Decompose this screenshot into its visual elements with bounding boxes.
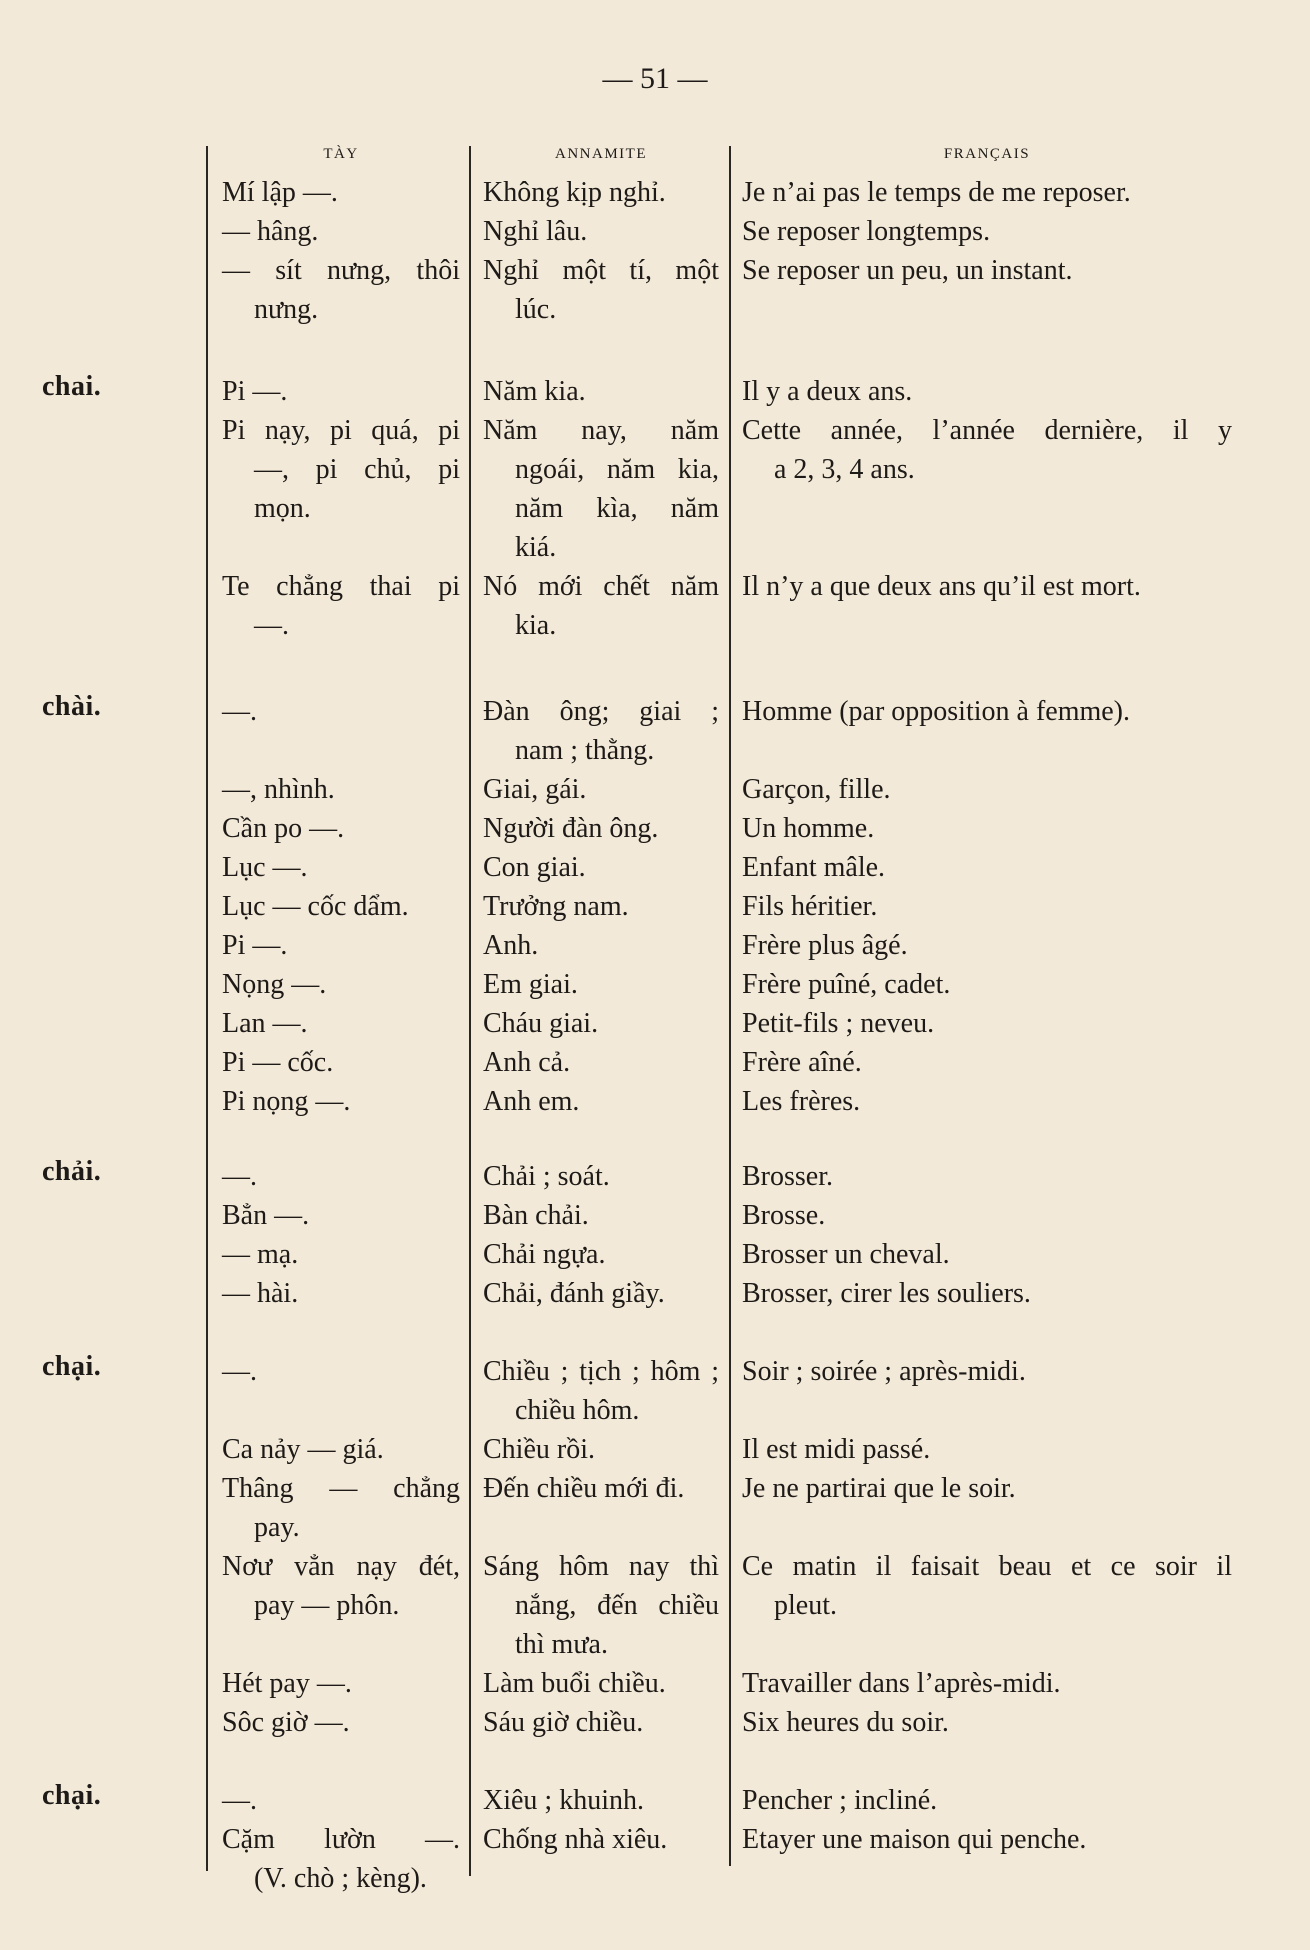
column-header-tay: TÀY <box>323 146 359 162</box>
francais-cell <box>742 887 1232 926</box>
table-row <box>0 212 1310 247</box>
annamite-line: Chải ; soát. <box>483 1161 610 1192</box>
francais-cell <box>742 251 1232 290</box>
francais-cell <box>742 1004 1232 1043</box>
annamite-line: Xiêu ; khuinh. <box>483 1785 644 1816</box>
francais-line: Il y a deux ans. <box>742 376 913 407</box>
annamite-cell <box>483 1196 719 1235</box>
tay-cell <box>222 848 460 887</box>
francais-cell <box>742 1082 1232 1121</box>
tay-line: Bẳn —. <box>222 1200 310 1231</box>
column-header-annamite: ANNAMITE <box>555 146 647 162</box>
tay-line: Cặm lườn —. <box>222 1824 460 1855</box>
francais-line: Se reposer longtemps. <box>742 216 991 247</box>
table-row <box>0 1430 1310 1465</box>
tay-line: —. <box>222 696 257 727</box>
tay-cell <box>222 1781 460 1820</box>
tay-line: —, pi chủ, pi <box>254 454 460 485</box>
table-row <box>0 926 1310 961</box>
table-row <box>0 848 1310 883</box>
tay-cell <box>222 1196 460 1235</box>
annamite-cell <box>483 965 719 1004</box>
francais-line: Je n’ai pas le temps de me reposer. <box>742 177 1131 208</box>
tay-line: —. <box>254 610 289 641</box>
entry-headword: chại. <box>42 1780 102 1811</box>
annamite-line: Năm nay, năm <box>483 415 719 446</box>
annamite-line: Người đàn ông. <box>483 813 659 844</box>
annamite-cell <box>483 692 719 770</box>
annamite-cell <box>483 848 719 887</box>
tay-line: Lan —. <box>222 1008 308 1039</box>
table-row <box>0 567 1310 641</box>
francais-cell <box>742 1043 1232 1082</box>
tay-cell <box>222 1082 460 1121</box>
table-row <box>0 411 1310 563</box>
francais-cell <box>742 965 1232 1004</box>
annamite-cell <box>483 809 719 848</box>
francais-line: Fils héritier. <box>742 891 878 922</box>
annamite-line: Sáng hôm nay thì <box>483 1551 719 1582</box>
annamite-cell <box>483 1547 719 1664</box>
annamite-line: Chải ngựa. <box>483 1239 606 1270</box>
table-row <box>0 251 1310 325</box>
tay-line: Thâng — chẳng <box>222 1473 460 1504</box>
francais-line: Se reposer un peu, un instant. <box>742 255 1073 286</box>
table-row <box>0 173 1310 208</box>
table-row <box>0 1004 1310 1039</box>
tay-cell <box>222 965 460 1004</box>
annamite-line: Bàn chải. <box>483 1200 589 1231</box>
francais-line: Je ne partirai que le soir. <box>742 1473 1016 1504</box>
francais-line: Garçon, fille. <box>742 774 891 805</box>
tay-cell <box>222 173 460 212</box>
tay-cell <box>222 251 460 329</box>
table-row <box>0 1703 1310 1738</box>
tay-line: Cần po —. <box>222 813 345 844</box>
tay-line: mọn. <box>254 493 311 524</box>
francais-cell <box>742 1274 1232 1313</box>
tay-cell <box>222 770 460 809</box>
francais-cell <box>742 1430 1232 1469</box>
table-row <box>0 1196 1310 1231</box>
annamite-line: năm kìa, năm <box>515 493 719 524</box>
tay-cell <box>222 1352 460 1391</box>
tay-line: Pi nọng —. <box>222 1086 351 1117</box>
annamite-line: chiều hôm. <box>515 1395 640 1426</box>
francais-line: Frère aîné. <box>742 1047 862 1078</box>
tay-line: Nọng —. <box>222 969 327 1000</box>
tay-line: — mạ. <box>222 1239 299 1270</box>
francais-cell <box>742 692 1232 731</box>
tay-line: Pi nạy, pi quá, pi <box>222 415 460 446</box>
annamite-cell <box>483 1004 719 1043</box>
francais-line: Etayer une maison qui penche. <box>742 1824 1087 1855</box>
francais-line: Frère plus âgé. <box>742 930 908 961</box>
annamite-line: Con giai. <box>483 852 586 883</box>
francais-cell <box>742 411 1232 489</box>
tay-cell <box>222 926 460 965</box>
tay-cell <box>222 809 460 848</box>
francais-line: Frère puîné, cadet. <box>742 969 951 1000</box>
annamite-line: nam ; thằng. <box>515 735 655 766</box>
annamite-cell <box>483 887 719 926</box>
francais-line: pleut. <box>774 1590 837 1621</box>
tay-line: — sít nưng, thôi <box>222 255 460 286</box>
tay-cell <box>222 567 460 645</box>
annamite-line: Đàn ông; giai ; <box>483 696 719 727</box>
column-rule-middle <box>469 146 471 1876</box>
tay-line: Pi — cốc. <box>222 1047 334 1078</box>
annamite-cell <box>483 1352 719 1430</box>
annamite-cell <box>483 251 719 329</box>
annamite-cell <box>483 1430 719 1469</box>
page-number: — 51 — <box>602 62 708 95</box>
francais-cell <box>742 809 1232 848</box>
tay-cell <box>222 1043 460 1082</box>
tay-cell <box>222 372 460 411</box>
francais-cell <box>742 372 1232 411</box>
tay-line: pay. <box>254 1512 300 1543</box>
annamite-line: Em giai. <box>483 969 578 1000</box>
francais-line: Un homme. <box>742 813 875 844</box>
francais-cell <box>742 1820 1232 1859</box>
annamite-line: Anh em. <box>483 1086 580 1117</box>
francais-cell <box>742 212 1232 251</box>
annamite-line: Cháu giai. <box>483 1008 599 1039</box>
tay-line: Mí lập —. <box>222 177 338 208</box>
tay-cell <box>222 1430 460 1469</box>
column-rule-left <box>206 146 208 1871</box>
tay-line: Nơư vẳn nạy đét, <box>222 1551 460 1582</box>
entry-headword: chài. <box>42 691 102 722</box>
tay-cell <box>222 1547 460 1625</box>
annamite-line: Nó mới chết năm <box>483 571 719 602</box>
annamite-cell <box>483 1820 719 1859</box>
tay-cell <box>222 887 460 926</box>
annamite-line: lúc. <box>515 294 557 325</box>
francais-cell <box>742 567 1232 606</box>
francais-cell <box>742 1157 1232 1196</box>
column-header-francais: FRANÇAIS <box>943 146 1031 162</box>
tay-line: Lục — cốc dẩm. <box>222 891 409 922</box>
francais-line: Brosser, cirer les souliers. <box>742 1278 1031 1309</box>
tay-cell <box>222 692 460 731</box>
annamite-line: Chải, đánh giầy. <box>483 1278 665 1309</box>
annamite-cell <box>483 1664 719 1703</box>
tay-line: nưng. <box>254 294 319 325</box>
table-row <box>0 1664 1310 1699</box>
francais-line: a 2, 3, 4 ans. <box>774 454 915 485</box>
francais-line: Brosser un cheval. <box>742 1239 950 1270</box>
annamite-line: thì mưa. <box>515 1629 608 1660</box>
francais-line: Travailler dans l’après-midi. <box>742 1668 1061 1699</box>
table-row <box>0 1547 1310 1660</box>
annamite-cell <box>483 1274 719 1313</box>
annamite-line: Nghỉ lâu. <box>483 216 588 247</box>
tay-cell <box>222 1820 460 1898</box>
francais-line: Brosser. <box>742 1161 833 1192</box>
annamite-line: nắng, đến chiều <box>515 1590 719 1621</box>
francais-cell <box>742 1781 1232 1820</box>
table-row <box>0 1157 1310 1192</box>
annamite-line: kia. <box>515 610 557 641</box>
tay-cell <box>222 1004 460 1043</box>
annamite-cell <box>483 212 719 251</box>
annamite-line: Anh cả. <box>483 1047 571 1078</box>
table-row <box>0 965 1310 1000</box>
francais-cell <box>742 1352 1232 1391</box>
francais-line: Pencher ; incliné. <box>742 1785 938 1816</box>
francais-line: Ce matin il faisait beau et ce soir il <box>742 1551 1232 1582</box>
francais-cell <box>742 1196 1232 1235</box>
francais-cell <box>742 926 1232 965</box>
annamite-line: kiá. <box>515 532 557 563</box>
tay-line: Lục —. <box>222 852 308 883</box>
annamite-cell <box>483 411 719 567</box>
table-row <box>0 1043 1310 1078</box>
tay-line: pay — phôn. <box>254 1590 400 1621</box>
annamite-cell <box>483 1235 719 1274</box>
francais-line: Petit-fils ; neveu. <box>742 1008 935 1039</box>
francais-line: Homme (par opposition à femme). <box>742 696 1131 727</box>
annamite-line: Sáu giờ chiều. <box>483 1707 644 1738</box>
annamite-line: Anh. <box>483 930 539 961</box>
annamite-cell <box>483 1157 719 1196</box>
tay-line: —. <box>222 1356 257 1387</box>
table-row <box>0 770 1310 805</box>
tay-line: Pi —. <box>222 930 288 961</box>
column-rule-right <box>729 146 731 1866</box>
annamite-line: Giai, gái. <box>483 774 587 805</box>
tay-line: — hài. <box>222 1278 299 1309</box>
francais-line: Soir ; soirée ; après-midi. <box>742 1356 1026 1387</box>
annamite-cell <box>483 1082 719 1121</box>
tay-line: Hét pay —. <box>222 1668 352 1699</box>
annamite-line: Năm kia. <box>483 376 586 407</box>
francais-line: Enfant mâle. <box>742 852 886 883</box>
table-row <box>0 809 1310 844</box>
francais-cell <box>742 1664 1232 1703</box>
table-row <box>0 1235 1310 1270</box>
francais-line: Cette année, l’année dernière, il y <box>742 415 1232 446</box>
annamite-line: ngoái, năm kia, <box>515 454 719 485</box>
entry-headword: chại. <box>42 1351 102 1382</box>
entry-headword: chải. <box>42 1156 102 1187</box>
annamite-cell <box>483 1781 719 1820</box>
tay-line: (V. chò ; kèng). <box>254 1863 427 1894</box>
francais-line: Les frères. <box>742 1086 861 1117</box>
francais-cell <box>742 848 1232 887</box>
annamite-line: Làm buổi chiều. <box>483 1668 666 1699</box>
annamite-line: Chống nhà xiêu. <box>483 1824 668 1855</box>
tay-cell <box>222 1664 460 1703</box>
francais-line: Il n’y a que deux ans qu’il est mort. <box>742 571 1141 602</box>
tay-line: —. <box>222 1161 257 1192</box>
annamite-cell <box>483 173 719 212</box>
tay-line: — hâng. <box>222 216 319 247</box>
annamite-line: Đến chiều mới đi. <box>483 1473 685 1504</box>
annamite-line: Nghỉ một tí, một <box>483 255 719 286</box>
annamite-line: Trưởng nam. <box>483 891 629 922</box>
tay-cell <box>222 1703 460 1742</box>
tay-line: Sôc giờ —. <box>222 1707 350 1738</box>
table-row <box>0 887 1310 922</box>
tay-cell <box>222 1469 460 1547</box>
tay-line: Te chẳng thai pi <box>222 571 460 602</box>
francais-line: Six heures du soir. <box>742 1707 949 1738</box>
annamite-cell <box>483 926 719 965</box>
annamite-cell <box>483 372 719 411</box>
tay-cell <box>222 212 460 251</box>
table-row <box>0 1820 1310 1894</box>
tay-cell <box>222 1157 460 1196</box>
francais-cell <box>742 1235 1232 1274</box>
annamite-cell <box>483 770 719 809</box>
annamite-cell <box>483 567 719 645</box>
table-row <box>0 1274 1310 1309</box>
francais-cell <box>742 1547 1232 1625</box>
table-row <box>0 1469 1310 1543</box>
francais-line: Brosse. <box>742 1200 826 1231</box>
annamite-line: Chiều ; tịch ; hôm ; <box>483 1356 719 1387</box>
francais-cell <box>742 1469 1232 1508</box>
tay-line: Ca nảy — giá. <box>222 1434 384 1465</box>
francais-line: Il est midi passé. <box>742 1434 931 1465</box>
table-row <box>0 1082 1310 1117</box>
annamite-cell <box>483 1703 719 1742</box>
francais-cell <box>742 770 1232 809</box>
tay-cell <box>222 1274 460 1313</box>
annamite-cell <box>483 1469 719 1508</box>
annamite-line: Chiều rồi. <box>483 1434 595 1465</box>
francais-cell <box>742 1703 1232 1742</box>
tay-cell <box>222 1235 460 1274</box>
annamite-line: Không kịp nghỉ. <box>483 177 666 208</box>
annamite-cell <box>483 1043 719 1082</box>
tay-line: —. <box>222 1785 257 1816</box>
tay-cell <box>222 411 460 528</box>
francais-cell <box>742 173 1232 212</box>
tay-line: Pi —. <box>222 376 288 407</box>
tay-line: —, nhình. <box>222 774 335 805</box>
entry-headword: chai. <box>42 371 102 402</box>
